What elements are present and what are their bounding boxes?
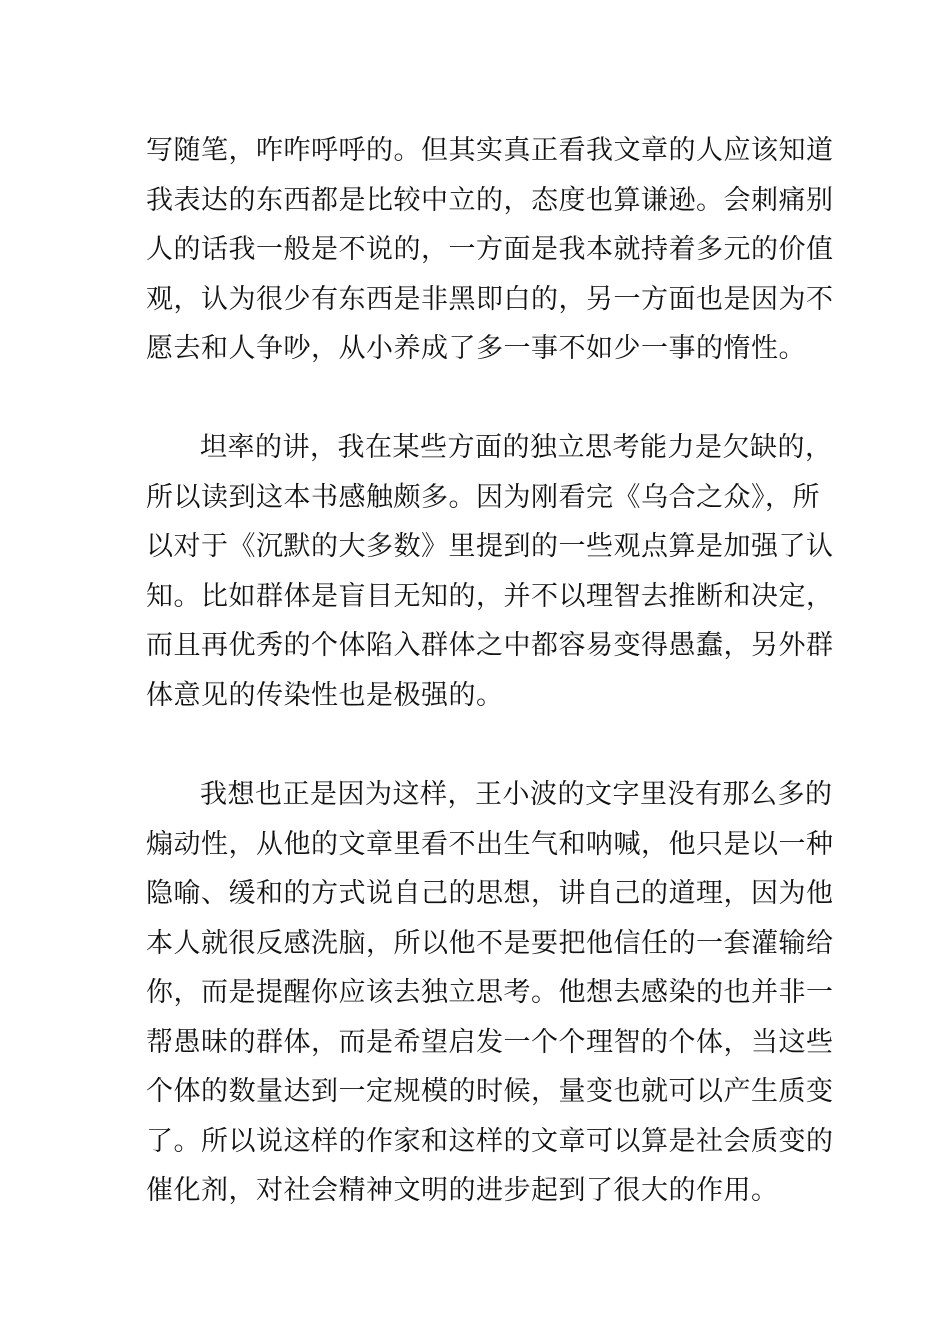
paragraph-line: 个体的数量达到一定规模的时候，量变也就可以产生质变 — [146, 1076, 834, 1107]
paragraph-1 — [146, 126, 834, 374]
paragraph-line: 愿去和人争吵，从小养成了多一事不如少一事的惰性。 — [146, 333, 806, 364]
paragraph-2 — [146, 423, 834, 720]
paragraph-line: 而且再优秀的个体陷入群体之中都容易变得愚蠢，另外群 — [146, 630, 834, 661]
paragraph-line: 我想也正是因为这样，王小波的文字里没有那么多的 — [200, 779, 833, 810]
paragraph-line: 本人就很反感洗脑，所以他不是要把他信任的一套灌输给 — [146, 927, 834, 959]
paragraph-line: 了。所以说这样的作家和这样的文章可以算是社会质变的 — [146, 1125, 834, 1157]
paragraph-line: 帮愚昧的群体，而是希望启发一个个理智的个体，当这些 — [146, 1026, 834, 1058]
paragraph-3 — [146, 770, 834, 1216]
paragraph-line: 所以读到这本书感触颇多。因为刚看完《乌合之众》，所 — [146, 481, 820, 513]
paragraph-line: 坦率的讲，我在某些方面的独立思考能力是欠缺的， — [200, 432, 833, 463]
paragraph-line: 观，认为很少有东西是非黑即白的，另一方面也是因为不 — [146, 283, 834, 315]
paragraph-line: 以对于《沉默的大多数》里提到的一些观点算是加强了认 — [146, 531, 834, 562]
paragraph-line: 催化剂，对社会精神文明的进步起到了很大的作用。 — [146, 1175, 779, 1206]
paragraph-line: 我表达的东西都是比较中立的，态度也算谦逊。会刺痛别 — [146, 184, 834, 216]
paragraph-line: 隐喻、缓和的方式说自己的思想，讲自己的道理，因为他 — [146, 878, 834, 909]
paragraph-line: 人的话我一般是不说的，一方面是我本就持着多元的价值 — [146, 234, 834, 265]
paragraph-line: 煽动性，从他的文章里看不出生气和呐喊，他只是以一种 — [146, 828, 834, 860]
paragraph-line: 你，而是提醒你应该去独立思考。他想去感染的也并非一 — [146, 977, 834, 1008]
paragraph-line: 写随笔，咋咋呼呼的。但其实真正看我文章的人应该知道 — [146, 135, 834, 166]
paragraph-line: 知。比如群体是盲目无知的，并不以理智去推断和决定， — [146, 580, 834, 612]
paragraph-line: 体意见的传染性也是极强的。 — [146, 679, 504, 711]
